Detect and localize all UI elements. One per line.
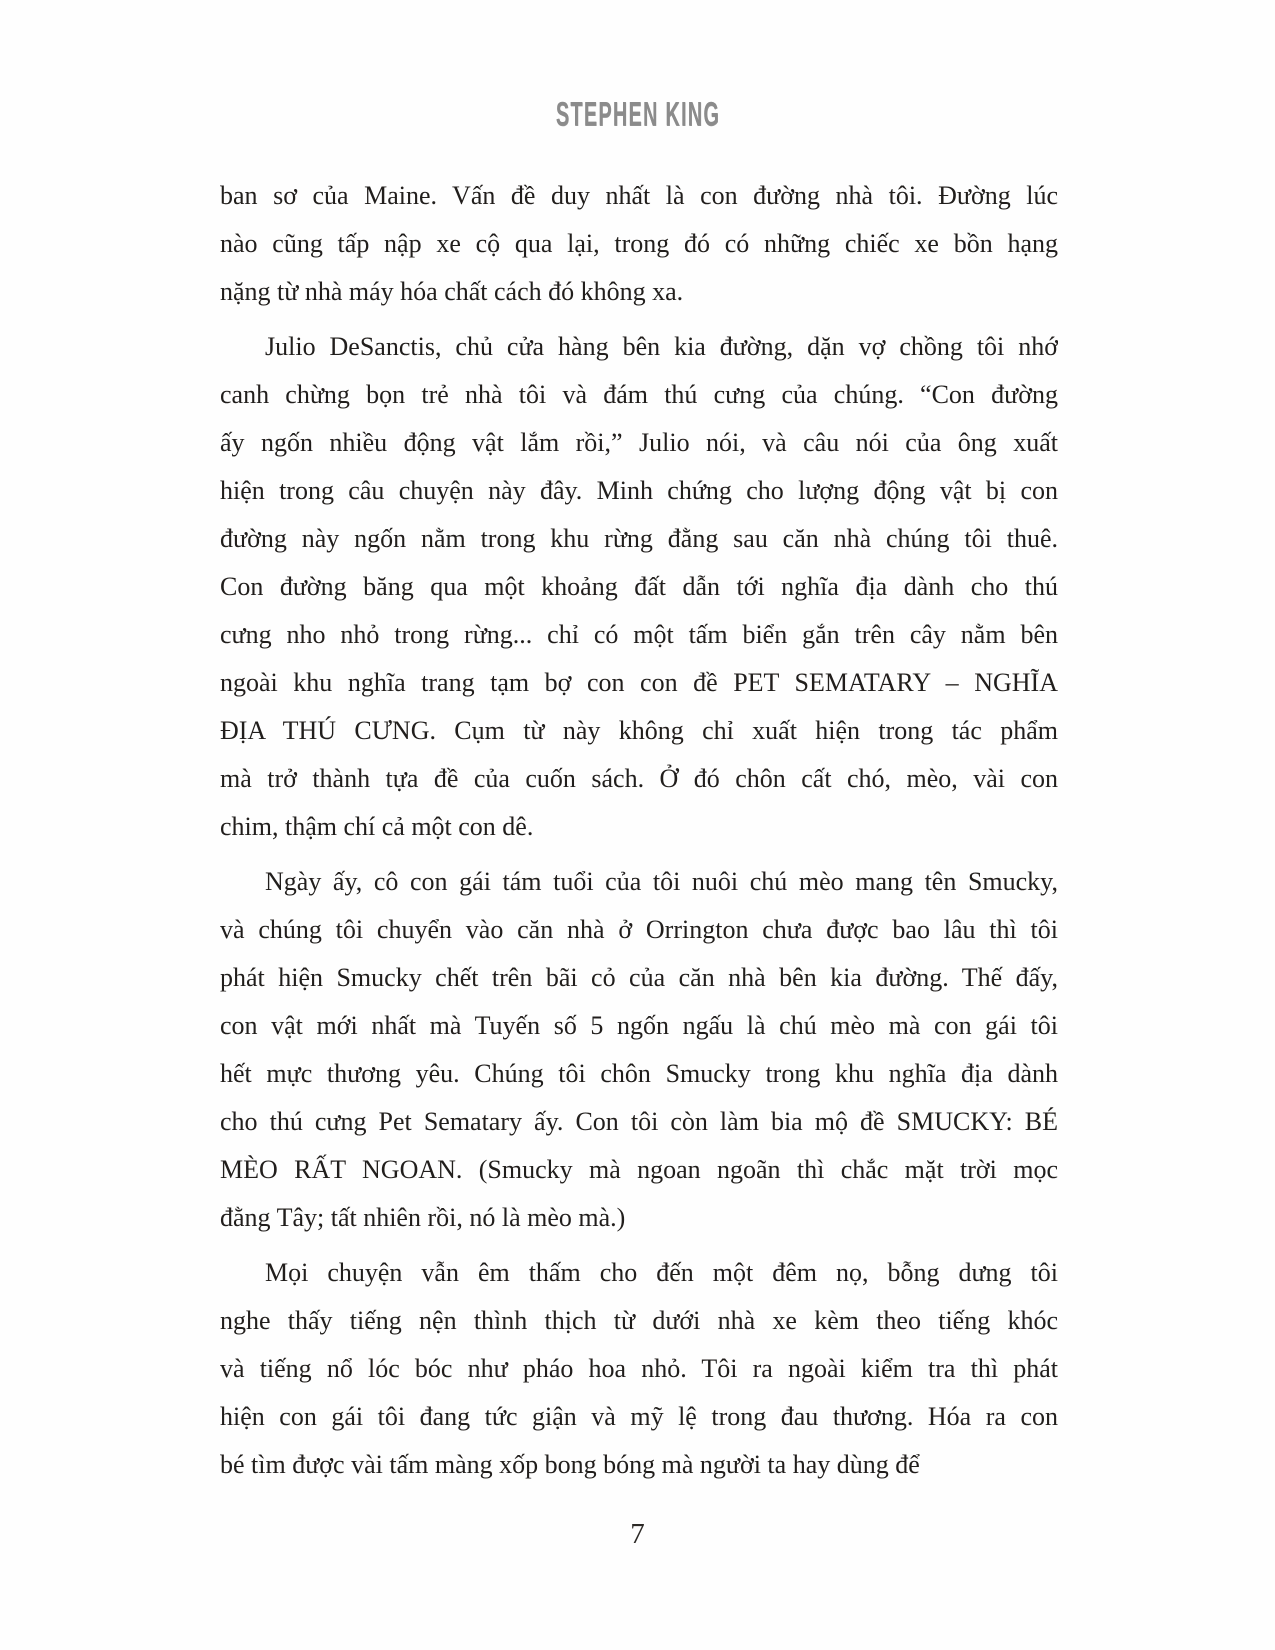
text-line: nghe thấy tiếng nện thình thịch từ dưới nhà xe kèm theo tiếng khóc [220,1306,1058,1335]
text-line: hết mực thương yêu. Chúng tôi chôn Smucky trong khu nghĩa địa dành [220,1059,1058,1088]
text-line: bé tìm được vài tấm màng xốp bong bóng mà người ta hay dùng để [220,1450,920,1479]
paragraph [220,172,1058,316]
text-line: mà trở thành tựa đề của cuốn sách. Ở đó chôn cất chó, mèo, vài con [220,764,1058,793]
paragraph [220,1249,1058,1489]
text-line: ấy ngốn nhiều động vật lắm rồi,” Julio nói, và câu nói của ông xuất [220,428,1058,457]
text-line: đằng Tây; tất nhiên rồi, nó là mèo mà.) [220,1203,626,1232]
text-line: và tiếng nổ lóc bóc như pháo hoa nhỏ. Tôi ra ngoài kiểm tra thì phát [220,1354,1058,1383]
text-line: Ngày ấy, cô con gái tám tuổi của tôi nuôi chú mèo mang tên Smucky, [265,867,1058,896]
text-line: hiện con gái tôi đang tức giận và mỹ lệ trong đau thương. Hóa ra con [220,1402,1058,1431]
text-line: phát hiện Smucky chết trên bãi cỏ của căn nhà bên kia đường. Thế đấy, [220,963,1058,992]
text-line: ban sơ của Maine. Vấn đề duy nhất là con đường nhà tôi. Đường lúc [220,181,1058,210]
text-line: MÈO RẤT NGOAN. (Smucky mà ngoan ngoãn thì chắc mặt trời mọc [220,1155,1058,1184]
text-line: Con đường băng qua một khoảng đất dẫn tới nghĩa địa dành cho thú [220,572,1058,601]
page-number: 7 [630,1518,645,1550]
paragraph [220,858,1058,1242]
text-line: chim, thậm chí cả một con dê. [220,812,534,841]
text-line: nặng từ nhà máy hóa chất cách đó không xa. [220,277,684,306]
paragraph [220,323,1058,851]
text-line: cưng nho nhỏ trong rừng... chỉ có một tấm biển gắn trên cây nằm bên [220,620,1058,649]
body-text [220,172,1058,1496]
text-line: Mọi chuyện vẫn êm thấm cho đến một đêm nọ, bỗng dưng tôi [265,1258,1058,1287]
text-line: cho thú cưng Pet Sematary ấy. Con tôi còn làm bia mộ đề SMUCKY: BÉ [220,1107,1058,1136]
text-line: ĐỊA THÚ CƯNG. Cụm từ này không chỉ xuất hiện trong tác phẩm [220,716,1058,745]
text-line: ngoài khu nghĩa trang tạm bợ con con đề PET SEMATARY – NGHĨA [220,668,1058,697]
running-head-author: STEPHEN KING [555,94,720,134]
text-line: con vật mới nhất mà Tuyến số 5 ngốn ngấu là chú mèo mà con gái tôi [220,1011,1058,1040]
text-line: và chúng tôi chuyển vào căn nhà ở Orrington chưa được bao lâu thì tôi [220,915,1058,944]
text-line: đường này ngốn nằm trong khu rừng đằng sau căn nhà chúng tôi thuê. [220,524,1058,553]
text-line: hiện trong câu chuyện này đây. Minh chứng cho lượng động vật bị con [220,476,1058,505]
text-line: nào cũng tấp nập xe cộ qua lại, trong đó có những chiếc xe bồn hạng [220,229,1058,258]
text-line: Julio DeSanctis, chủ cửa hàng bên kia đường, dặn vợ chồng tôi nhớ [265,332,1058,361]
text-line: canh chừng bọn trẻ nhà tôi và đám thú cưng của chúng. “Con đường [220,380,1058,409]
